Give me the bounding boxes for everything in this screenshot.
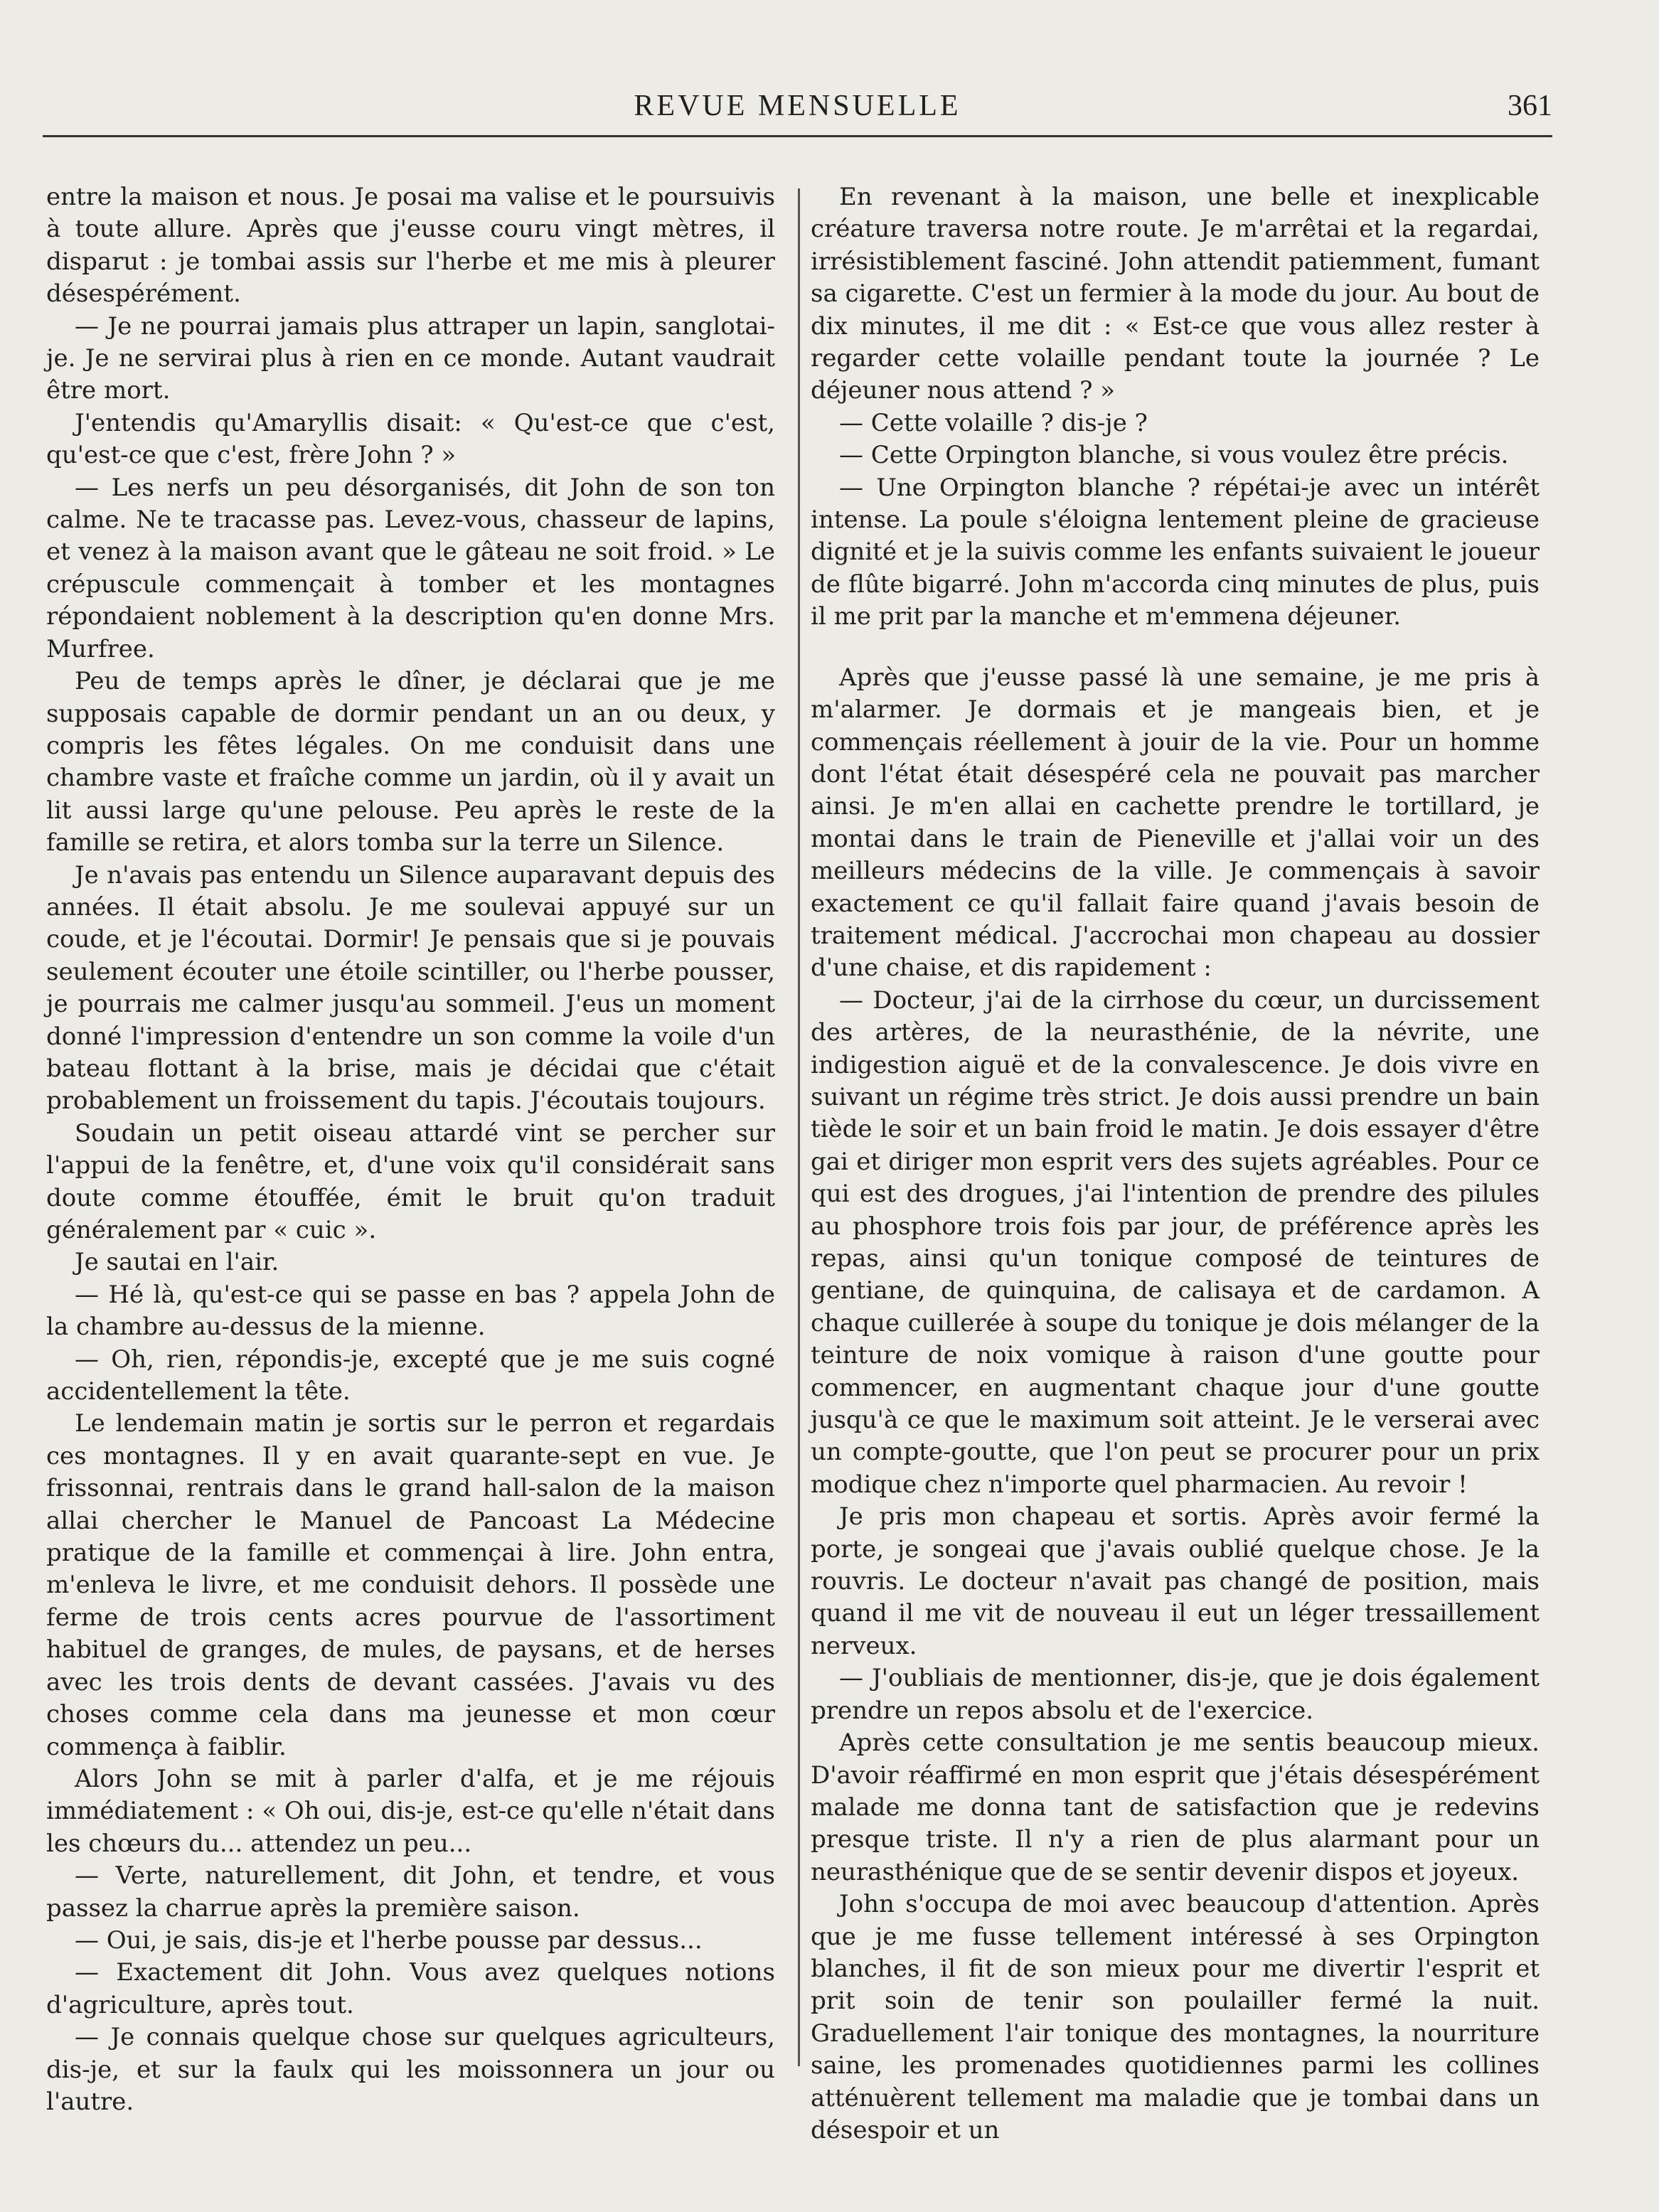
paragraph: Soudain un petit oiseau attardé vint se percher sur l'appui de la fenêtre, et, d'une voix qu'il considérait sans doute comme étouffée, émit le bruit qu'on traduit généralement par « cuic ». <box>46 1118 775 1244</box>
header-rule <box>43 135 1552 137</box>
paragraph: entre la maison et nous. Je posai ma valise et le poursuivis à toute allure. Après que j'eusse couru vingt mètres, il disparut : je tombai assis sur l'herbe et me mis à pleurer désespérément. <box>46 183 775 309</box>
paragraph: John s'occupa de moi avec beaucoup d'attention. Après que je me fusse tellement intéressé à ses Orpington blanches, il fit de son mieux pour me divertir l'esprit et prit soin de tenir son poulailler fermé la nuit. Graduellement l'air tonique des montagnes, la nourriture saine, les promenades quotidiennes parmi les collines atténuèrent tellement ma maladie que je tombai dans un désespoir et un <box>811 1890 1540 2144</box>
paragraph: J'entendis qu'Amaryllis disait: « Qu'est-ce que c'est, qu'est-ce que c'est, frère John ? » <box>46 408 775 470</box>
paragraph: — Verte, naturellement, dit John, et tendre, et vous passez la charrue après la première saison. <box>46 1861 775 1923</box>
paragraph: — Oui, je sais, dis-je et l'herbe pousse par dessus... <box>75 1925 703 1955</box>
paragraph: — J'oubliais de mentionner, dis-je, que je dois également prendre un repos absolu et de l'exercice. <box>811 1664 1540 1725</box>
journal-title: REVUE MENSUELLE <box>634 90 961 122</box>
paragraph: Je n'avais pas entendu un Silence auparavant depuis des années. Il était absolu. Je me soulevai appuyé sur un coude, et je l'écoutai. Dormir! Je pensais que si je pouvais seulement écouter une étoile scintiller, ou l'herbe pousser, je pourrais me calmer jusqu'au sommeil. J'eus un moment donné l'impression d'entendre un son comme la voile d'un bateau flottant à la brise, mais je décidai que c'était probablement un froissement du tapis. J'écoutais toujours. <box>46 860 775 1116</box>
paragraph: — Je ne pourrai jamais plus attraper un lapin, sanglotai-je. Je ne servirai plus à rien en ce monde. Autant vaudrait être mort. <box>46 311 775 405</box>
paragraph: — Une Orpington blanche ? répétai-je avec un intérêt intense. La poule s'éloigna lentement pleine de gracieuse dignité et je la suivis comme les enfants suivaient le joueur de flûte bigarré. John m'accorda cinq minutes de plus, puis il me prit par la manche et m'emmena déjeuner. <box>811 473 1540 631</box>
paragraph: Après cette consultation je me sentis beaucoup mieux. D'avoir réaffirmé en mon esprit que j'étais désespérément malade me donna tant de satisfaction que je redevins presque triste. Il n'y a rien de plus alarmant pour un neurasthénique que de se sentir devenir dispos et joyeux. <box>811 1729 1540 1886</box>
column-divider <box>798 188 800 2066</box>
right-column <box>811 181 1540 2147</box>
paragraph: Peu de temps après le dîner, je déclarai que je me supposais capable de dormir pendant un an ou deux, y compris les fêtes légales. On me conduisit dans une chambre vaste et fraîche comme un jardin, où il y avait un lit aussi large qu'une pelouse. Peu après le reste de la famille se retira, et alors tomba sur la terre un Silence. <box>46 667 775 857</box>
paragraph: — Les nerfs un peu désorganisés, dit John de son ton calme. Ne te tracasse pas. Levez-vous, chasseur de lapins, et venez à la maison avant que le gâteau ne soit froid. » Le crépuscule commençait à tomber et les montagnes répondaient noblement à la description qu'en donne Mrs. Murfree. <box>46 473 775 663</box>
paragraph: — Docteur, j'ai de la cirrhose du cœur, un durcissement des artères, de la neurasthénie, de la névrite, une indigestion aiguë et de la convalescence. Je dois vivre en suivant un régime très strict. Je dois aussi prendre un bain tiède le soir et un bain froid le matin. Je dois essayer d'être gai et diriger mon esprit vers des sujets agréables. Pour ce qui est des drogues, j'ai l'intention de prendre des pilules au phosphore trois fois par jour, de préférence après les repas, ainsi qu'un tonique composé de teintures de gentiane, de quinquina, de calisaya et de cardamon. A chaque cuillerée à soupe du tonique je dois mélanger de la teinture de noix vomique à raison d'une goutte pour commencer, en augmentant chaque jour d'une goutte jusqu'à ce que le maximum soit atteint. Je le verserai avec un compte-goutte, que l'on peut se procurer pour un prix modique chez n'importe quel pharmacien. Au revoir ! <box>811 985 1540 1499</box>
paragraph: — Oh, rien, répondis-je, excepté que je me suis cogné accidentellement la tête. <box>46 1345 775 1406</box>
page-number: 361 <box>1508 90 1552 122</box>
paragraph: Le lendemain matin je sortis sur le perron et regardais ces montagnes. Il y en avait quarante-sept en vue. Je frissonnai, rentrais dans le grand hall-salon de la maison allai chercher le Manuel de Pancoast La Médecine pratique de la famille et commençai à lire. John entra, m'enleva le livre, et me conduisit dehors. Il possède une ferme de trois cents acres pourvue de l'assortiment habituel de granges, de mules, de paysans, et de herses avec les trois dents de devant cassées. J'avais vu des choses comme cela dans ma jeunesse et mon cœur commença à faiblir. <box>46 1409 775 1761</box>
paragraph: — Hé là, qu'est-ce qui se passe en bas ? appela John de la chambre au-dessus de la mienne. <box>46 1280 775 1342</box>
paragraph: Je pris mon chapeau et sortis. Après avoir fermé la porte, je songeai que j'avais oublié quelque chose. Je la rouvris. Le docteur n'avait pas changé de position, mais quand il me vit de nouveau il eut un léger tressaillement nerveux. <box>811 1502 1540 1660</box>
paragraph: — Cette Orpington blanche, si vous voulez être précis. <box>839 441 1509 470</box>
paragraph: — Je connais quelque chose sur quelques agriculteurs, dis-je, et sur la faulx qui les moissonnera un jour ou l'autre. <box>46 2023 775 2116</box>
paragraph: Je sautai en l'air. <box>75 1248 279 1277</box>
left-column <box>46 181 775 2118</box>
paragraph: En revenant à la maison, une belle et inexplicable créature traversa notre route. Je m'arrêtai et la regardai, irrésistiblement fasciné. John attendit patiemment, fumant sa cigarette. C'est un fermier à la mode du jour. Au bout de dix minutes, il me dit : « Est-ce que vous allez rester à regarder cette volaille pendant toute la journée ? Le déjeuner nous attend ? » <box>811 183 1540 405</box>
paragraph: — Exactement dit John. Vous avez quelques notions d'agriculture, après tout. <box>46 1958 775 2019</box>
paragraph: Alors John se mit à parler d'alfa, et je me réjouis immédiatement : « Oh oui, dis-je, est-ce qu'elle n'était dans les chœurs du... attendez un peu... <box>46 1764 775 1858</box>
paragraph: Après que j'eusse passé là une semaine, je me pris à m'alarmer. Je dormais et je mangeais bien, et je commençais réellement à jouir de la vie. Pour un homme dont l'état était désespéré cela ne pouvait pas marcher ainsi. Je m'en allai en cachette prendre le tortillard, je montai dans le train de Pieneville et j'allai voir un des meilleurs médecins de la ville. Je commençais à savoir exactement ce qu'il fallait faire quand j'avais besoin de traitement médical. J'accrochai mon chapeau au dossier d'une chaise, et dis rapidement : <box>811 663 1540 983</box>
page-header <box>43 89 1552 132</box>
paragraph: — Cette volaille ? dis-je ? <box>839 408 1148 437</box>
